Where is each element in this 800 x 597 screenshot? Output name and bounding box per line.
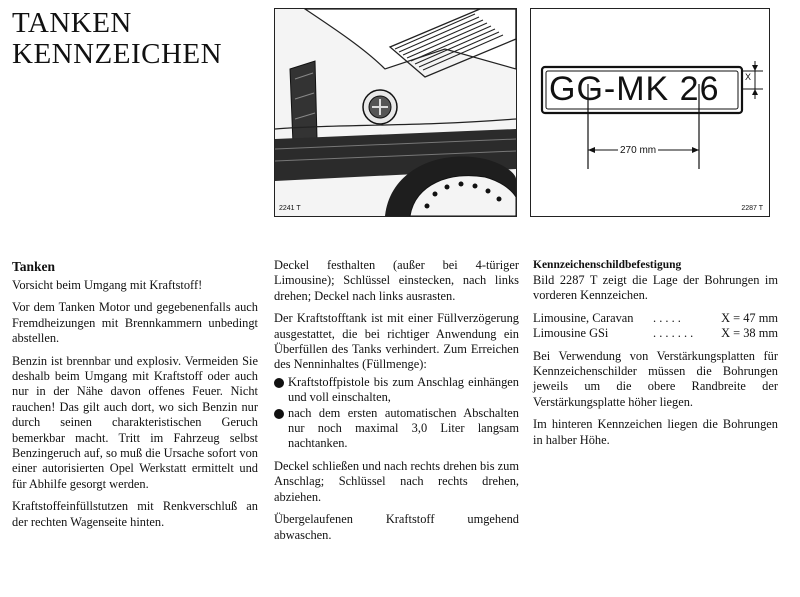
paragraph: Deckel festhalten (außer bei 4-türiger Limousine); Schlüssel einstecken, nach links drehen; Deckel nach links ausrasten.: [274, 258, 519, 303]
paragraph: Im hinteren Kennzeichen liegen die Bohrungen in halber Höhe.: [533, 417, 778, 447]
car-fuel-cap-illustration: [274, 8, 517, 217]
hole-position-table: [533, 311, 778, 342]
plate-x-marker: X: [745, 72, 752, 82]
plate-hole-spacing: 270 mm: [620, 145, 657, 156]
paragraph: Deckel schließen und nach rechts drehen bis zum Anschlag; Schlüssel nach rechts drehen, abziehen.: [274, 458, 519, 504]
paragraph: Bei Verwendung von Verstärkungsplatten für Kennzeichenschilder müssen die Bohrungen jeweils um die obere Randbreite der Verstärkungsplatte höher liegen.: [533, 348, 778, 409]
section-heading-kennzeichenschild: Kennzeichenschildbefestigung: [533, 259, 682, 271]
page-title-line-1: TANKEN: [12, 7, 132, 39]
page-title-line-2: KENNZEICHEN: [12, 38, 223, 70]
paragraph: Kraftstoffeinfüllstutzen mit Renkverschluß an der rechten Wagenseite hinten.: [12, 499, 258, 529]
paragraph: Benzin ist brennbar und explosiv. Vermeiden Sie deshalb beim Umgang mit Kraftstoff oder auch nur in der Nähe davon offenes Feuer. Nicht rauchen! Das gilt auch dort, wo sich Benzin nur durch seinen charakteristischen Geruch bemerkbar macht. Tritt im Fahrzeug selbst Benzingeruch auf, so muß die Ursache sofort von einer autorisierten Opel Werkstatt ermittelt und für Abhilfe gesorgt werden.: [12, 353, 258, 491]
section-heading-tanken: Tanken: [12, 259, 56, 274]
page-title: [12, 8, 222, 70]
column-tanken: [12, 258, 258, 537]
bullet-dot-icon: [274, 409, 284, 419]
bullet-dot-icon: [274, 378, 284, 388]
column-fuel-instructions: [274, 258, 519, 550]
plate-number: GG-MK 26: [549, 70, 720, 108]
paragraph: Bild 2287 T zeigt die Lage der Bohrungen im vorderen Kennzeichen.: [533, 273, 778, 303]
figure-label-2287: 2287 T: [741, 205, 763, 212]
table-row: Limousine GSi . . . . . . . X = 38 mm: [533, 326, 778, 341]
paragraph: Übergelaufenen Kraftstoff umgehend abwaschen.: [274, 512, 519, 542]
bullet-item: Kraftstoffpistole bis zum Anschlag einhängen und voll einschalten,: [274, 375, 519, 406]
table-row: Limousine, Caravan . . . . . X = 47 mm: [533, 310, 778, 325]
licence-plate-illustration: [530, 8, 770, 217]
paragraph: Der Kraftstofftank ist mit einer Füllverzögerung ausgestattet, die bei richtiger Anwendung ein Überfüllen des Tanks verhindert. Zum Erreichen des Nenninhaltes (Füllmenge):: [274, 311, 519, 372]
paragraph: Vor dem Tanken Motor und gegebenenfalls auch Fremdheizungen mit Brennkammern unbedingt abstellen.: [12, 300, 258, 346]
figure-label-2241: 2241 T: [279, 205, 301, 212]
paragraph: Vorsicht beim Umgang mit Kraftstoff!: [12, 278, 203, 292]
bullet-item: nach dem ersten automatischen Abschalten nur noch maximal 3,0 Liter langsam nachtanken.: [274, 406, 519, 452]
column-kennzeichen: [533, 258, 778, 455]
bullet-list: [274, 375, 519, 452]
plate-drawing: [531, 9, 769, 216]
car-rear-drawing: [275, 9, 516, 216]
